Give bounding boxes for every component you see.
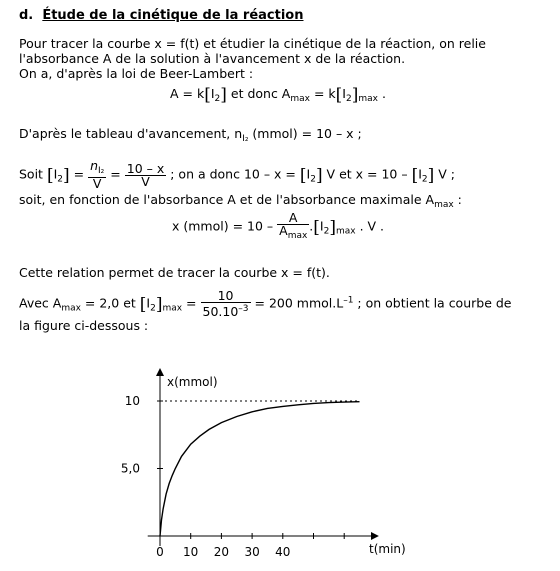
y-tick-label: 10 [124,394,140,408]
paragraph-relation: Cette relation permet de tracer la courbe x = f(t). [19,265,330,280]
x-tick-label: 0 [156,545,164,559]
fraction-10-over-50e-3: $\frac{10}{50.10^{-3}}$ [202,288,249,319]
section-title: Étude de la cinétique de la réaction [42,8,304,23]
fraction-a-over-amax: $\frac{A}{A_{max}}$ [279,210,308,241]
equation-beer-lambert: $A = k[I_2]$ et donc $A_{max} = k[I_2]_{max}$ . [170,85,386,105]
paragraph-line-1: Pour tracer la courbe x = f(t) et étudier la cinétique de la réaction, on relie [19,36,486,51]
x-tick-label: 40 [275,545,291,559]
paragraph-figure-ref: la figure ci-dessous : [19,318,149,333]
section-number: d. [19,8,34,23]
fraction-n-over-v: $\frac{n_{I_2}}{V}$ [90,158,105,191]
paragraph-soit: Soit $[I_2]$ = $\frac{n_{I_2}}{V}$ = $\frac{10 - x}{V}$ ; on a donc $10 - x = [I_2]$ V et $x = 10 - [I_2]$ V ; [19,158,455,191]
paragraph-tableau: D'après le tableau d'avancement, $n_{I_2}$ (mmol) = 10 – x ; [19,126,362,144]
series-line [160,402,360,536]
equation-x-of-a: x (mmol) = 10 – $\frac{A}{A_{max}}$ $.[I_2]_{max}$ . V . [172,210,385,241]
x-axis-label: t(min) [369,542,406,556]
y-axis-label: x(mmol) [167,375,218,389]
y-tick-label: 5,0 [120,461,140,476]
x-tick-label: 20 [213,545,230,559]
paragraph-line-2: l'absorbance A de la solution à l'avancement x de la réaction. [19,51,406,66]
x-tick-label: 10 [183,545,199,559]
paragraph-line-3: On a, d'après la loi de Beer-Lambert : [19,66,254,81]
fraction-10mx-over-v: $\frac{10 - x}{V}$ [126,160,165,189]
paragraph-avec: Avec $A_{max} = 2,0$ et $[I_2]_{max}$ = $\frac{10}{50.10^{-3}}$ = 200 $mmol.L^{-1}$ ; on obtient la courbe de [19,288,512,319]
paragraph-absorbance: soit, en fonction de l'absorbance A et de l'absorbance maximale $A_{max}$ : [19,192,462,210]
x-tick-label: 30 [244,545,260,559]
